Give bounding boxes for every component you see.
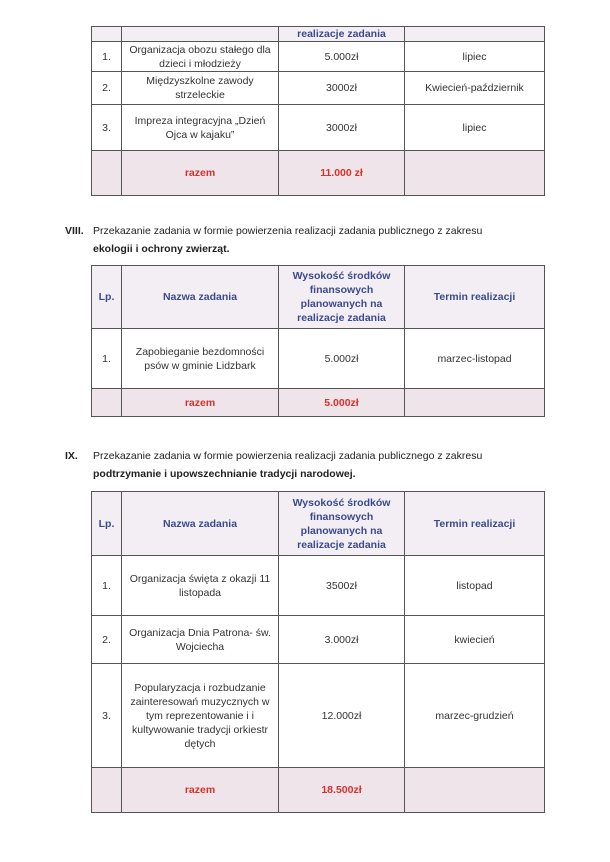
table-row [92,556,545,616]
row-lp: 1. [92,556,122,616]
row-amount: 3000zł [279,105,405,151]
row-term: kwiecień [405,616,545,664]
row-lp: 3. [92,105,122,151]
section-bold-text: ekologii i ochrony zwierząt. [93,243,230,255]
header-amount: Wysokość środków finansowych planowanych na realizacje zadania [279,266,405,329]
header-lp: Lp. [92,492,122,556]
total-row [92,151,545,196]
row-name: Zapobieganie bezdomności psów w gminie Lidzbark [122,329,279,389]
row-amount: 5.000zł [279,329,405,389]
row-term: listopad [405,556,545,616]
row-term: marzec-grudzień [405,664,545,768]
row-amount: 3000zł [279,72,405,105]
table-row [92,329,545,389]
total-value: 11.000 zł [279,151,405,196]
table-row [92,105,545,151]
row-amount: 12.000zł [279,664,405,768]
total-value: 18.500zł [279,768,405,813]
total-row [92,768,545,813]
section-text: Przekazanie zadania w formie powierzenia realizacji zadania publicznego z zakresu [93,450,483,462]
row-name: Organizacja obozu stałego dla dzieci i młodzieży [122,42,279,72]
row-amount: 3500zł [279,556,405,616]
row-term: Kwiecień-październik [405,72,545,105]
row-lp: 2. [92,616,122,664]
section-paragraph [93,447,555,483]
row-name: Organizacja święta z okazji 11 listopada [122,556,279,616]
row-amount: 5.000zł [279,42,405,72]
row-lp: 1. [92,329,122,389]
row-lp: 3. [92,664,122,768]
row-term: lipiec [405,42,545,72]
table-row [92,42,545,72]
section-bold-text: podtrzymanie i upowszechnianie tradycji narodowej. [93,468,356,480]
header-term: Termin realizacji [405,492,545,556]
row-term: marzec-listopad [405,329,545,389]
row-term: lipiec [405,105,545,151]
total-label: razem [122,151,279,196]
header-fragment: realizacje zadania [279,27,405,42]
row-lp: 2. [92,72,122,105]
header-name: Nazwa zadania [122,266,279,329]
total-label: razem [122,768,279,813]
row-name: Impreza integracyjna „Dzień Ojca w kajaku” [122,105,279,151]
header-term: Termin realizacji [405,266,545,329]
row-name: Popularyzacja i rozbudzanie zainteresowań muzycznych w tym reprezentowanie i i kultywowanie tradycji orkiestr dętych [122,664,279,768]
section-number: VIII. [65,225,84,237]
section-ix [65,447,555,483]
total-row [92,389,545,417]
header-name: Nazwa zadania [122,492,279,556]
section-viii [65,222,555,258]
row-name: Międzyszkolne zawody strzeleckie [122,72,279,105]
table-row [92,616,545,664]
table-ix [91,491,545,813]
table-header-fragment [92,27,545,42]
table-row [92,664,545,768]
row-lp: 1. [92,42,122,72]
total-label: razem [122,389,279,417]
header-amount: Wysokość środków finansowych planowanych na realizacje zadania [279,492,405,556]
header-lp: Lp. [92,266,122,329]
row-amount: 3.000zł [279,616,405,664]
table-header [92,492,545,556]
section-paragraph [93,222,555,258]
table-row [92,72,545,105]
total-value: 5.000zł [279,389,405,417]
table-top [91,26,545,196]
table-header [92,266,545,329]
section-number: IX. [65,450,78,462]
section-text: Przekazanie zadania w formie powierzenia realizacji zadania publicznego z zakresu [93,225,483,237]
row-name: Organizacja Dnia Patrona- św. Wojciecha [122,616,279,664]
table-viii [91,265,545,417]
